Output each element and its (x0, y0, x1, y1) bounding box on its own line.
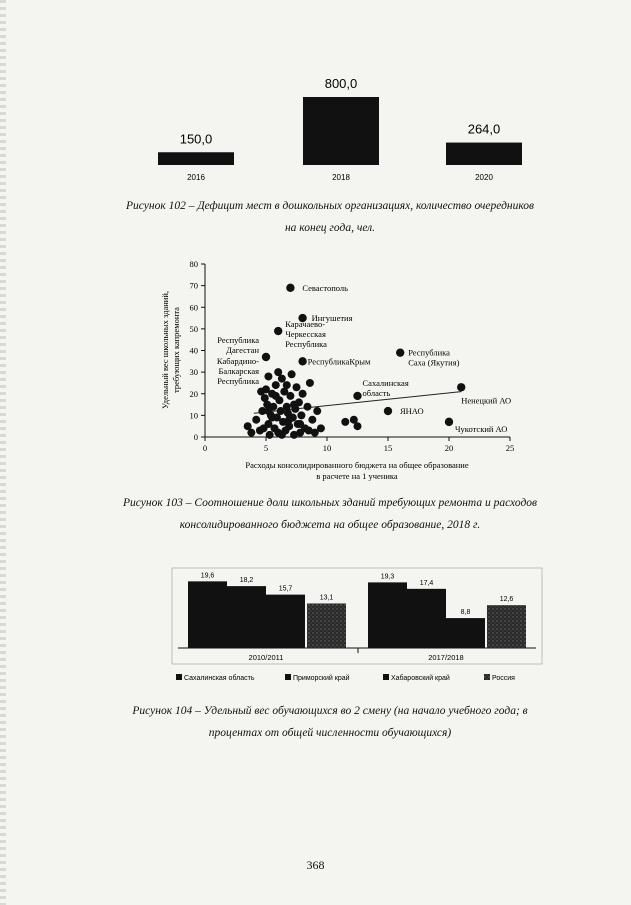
bar-value-label: 17,4 (419, 579, 434, 587)
bar-2017/2018-1 (407, 589, 446, 648)
point-label-line: ЯНАО (400, 406, 424, 417)
bar-2017/2018-0 (368, 582, 407, 648)
point-label-line: Ненецкий АО (461, 395, 512, 406)
scatter-point (299, 390, 307, 398)
point-label-line: Карачаево- (285, 319, 326, 330)
y-axis-title-line1: Удельный вес школьных зданий, (160, 290, 170, 410)
bar-value-label: 15,7 (278, 585, 293, 593)
figure-104-grouped-bar-chart (0, 560, 631, 695)
figure-104-caption (60, 700, 600, 744)
x-tick-label-0: 0 (202, 443, 208, 453)
scatter-point (290, 401, 298, 409)
legend-swatch-2 (383, 674, 389, 680)
point-label (455, 424, 507, 434)
y-tick-label-50: 50 (189, 323, 198, 334)
x-category-label-0: 2010/2011 (248, 653, 284, 662)
bar-2016 (158, 152, 234, 165)
x-tick-label-15: 15 (383, 443, 393, 453)
scatter-point-labeled (286, 284, 294, 292)
y-tick-label-0: 0 (193, 432, 198, 442)
scatter-point (247, 429, 255, 437)
scatter-point-labeled (274, 327, 282, 335)
x-category-label-1: 2017/2018 (428, 653, 464, 662)
scatter-point (297, 411, 305, 419)
scatter-point (317, 424, 325, 432)
x-tick-label-2018: 2018 (332, 173, 350, 182)
scatter-point (313, 407, 321, 415)
scatter-point-labeled (262, 353, 270, 361)
point-label (308, 356, 371, 366)
legend-swatch-0 (176, 674, 182, 680)
scatter-point (306, 379, 314, 387)
point-label (363, 378, 409, 398)
scatter-point (272, 381, 280, 389)
x-tick-label-5: 5 (263, 443, 269, 453)
bar-2020 (446, 143, 522, 165)
legend-swatch-3 (484, 674, 490, 680)
scatter-point (272, 392, 280, 400)
scatter-point (252, 416, 260, 424)
scatter-point (274, 368, 282, 376)
figure-104-caption-line1: Рисунок 104 – Удельный вес обучающихся во 2 смену (на начало учебного года; в (132, 705, 528, 717)
scatter-point (293, 383, 301, 391)
scatter-point-labeled (457, 383, 465, 391)
point-label-line: Республика (217, 334, 259, 345)
scatter-point (264, 372, 272, 380)
figure-102-caption (60, 195, 600, 239)
point-label (461, 395, 511, 405)
scatter-point-labeled (445, 418, 453, 426)
figure-102-caption-line2: на конец года, чел. (284, 222, 376, 234)
page-number: 368 (306, 858, 325, 872)
point-label-line: Республика (408, 347, 450, 358)
bar-value-label-2020: 264,0 (467, 121, 501, 137)
x-axis-title-line1: Расходы консолидированного бюджета на общее образование (245, 460, 469, 470)
y-axis-title-line2: требующих капремонта (171, 307, 181, 393)
bar-value-label: 8,8 (460, 609, 471, 617)
scatter-point-labeled (384, 407, 392, 415)
bar-value-label: 12,6 (499, 596, 514, 604)
bar-2010/2011-2 (266, 595, 305, 648)
figure-104-caption-line2: процентах от общей численности обучающихся) (208, 727, 452, 739)
point-label-line: Чукотский АО (455, 423, 508, 434)
point-label (217, 335, 259, 355)
bar-value-label: 13,1 (319, 594, 334, 602)
figure-103-caption-line2: консолидированного бюджета на общее образование, 2018 г. (179, 519, 481, 531)
scatter-point (278, 431, 286, 439)
x-tick-label-10: 10 (322, 443, 332, 453)
point-label-line: Республика (217, 376, 259, 387)
scatter-point (286, 392, 294, 400)
legend-swatch-1 (285, 674, 291, 680)
scatter-point (305, 427, 313, 435)
point-label-line: Севастополь (302, 282, 349, 293)
point-label-line: область (362, 387, 391, 398)
scatter-point (260, 424, 268, 432)
point-label (400, 406, 424, 416)
legend-label-1: Приморский край (293, 675, 350, 682)
x-tick-label-25: 25 (505, 443, 515, 453)
bar-2010/2011-0 (188, 581, 227, 648)
bar-2010/2011-1 (227, 586, 266, 648)
bar-value-label-2018: 800,0 (324, 76, 358, 91)
x-tick-label-2016: 2016 (187, 173, 205, 182)
bar-value-label-2016: 150,0 (179, 131, 213, 147)
bar-2017/2018-3 (487, 605, 526, 648)
point-label (285, 319, 327, 349)
point-label-line: Дагестан (226, 344, 259, 355)
point-label-line: Балкарская (218, 366, 259, 377)
scatter-point (341, 418, 349, 426)
y-tick-label-20: 20 (189, 388, 198, 399)
scatter-point (257, 388, 265, 396)
legend-label-0: Сахалинская область (184, 675, 255, 682)
scatter-point (266, 431, 274, 439)
bar-value-label: 19,3 (380, 573, 395, 581)
scatter-point (354, 422, 362, 430)
point-label-line: РеспубликаКрым (307, 356, 371, 367)
figure-102-bar-chart (0, 0, 631, 200)
y-tick-label-80: 80 (189, 259, 198, 269)
point-label-line: Сахалинская (362, 377, 409, 388)
y-tick-label-70: 70 (189, 280, 198, 291)
scatter-point (285, 416, 293, 424)
scatter-point-labeled (396, 348, 404, 356)
bar-value-label: 18,2 (239, 577, 254, 585)
bar-2010/2011-3 (307, 603, 346, 648)
figure-103-scatter-chart (0, 250, 631, 490)
scatter-point (283, 381, 291, 389)
y-tick-label-30: 30 (189, 367, 198, 378)
point-label-line: Ингушетия (311, 313, 353, 324)
scatter-point (308, 416, 316, 424)
scatter-point-labeled (298, 357, 306, 365)
legend-label-2: Хабаровский край (391, 675, 450, 682)
legend-label-3: Россия (492, 675, 515, 682)
x-tick-label-20: 20 (444, 443, 454, 453)
x-tick-label-2020: 2020 (475, 173, 493, 182)
figure-102-caption-line1: Рисунок 102 – Дефицит мест в дошкольных организациях, количество очередников (125, 200, 535, 212)
scatter-point-labeled (353, 392, 361, 400)
point-label-line: Черкесская (285, 329, 326, 340)
point-label-line: Республика (285, 339, 327, 350)
y-tick-label-40: 40 (189, 345, 198, 356)
scatter-point (264, 407, 272, 415)
scatter-point (296, 420, 304, 428)
bar-value-label: 19,6 (200, 572, 215, 580)
figure-103-caption-line1: Рисунок 103 – Соотношение доли школьных зданий требующих ремонта и расходов (122, 497, 538, 509)
y-tick-label-10: 10 (189, 410, 198, 421)
scatter-point (303, 403, 311, 411)
x-axis-title-line2: в расчете на 1 ученика (316, 471, 398, 481)
y-tick-label-60: 60 (189, 302, 198, 313)
point-label (302, 283, 348, 293)
scatter-point (288, 370, 296, 378)
point-label (408, 348, 459, 368)
point-label-line: Кабардино- (216, 356, 259, 367)
bar-2017/2018-2 (446, 618, 485, 648)
bar-2018 (303, 97, 379, 165)
figure-103-caption (60, 492, 600, 536)
point-label (217, 356, 259, 386)
point-label-line: Саха (Якутия) (408, 357, 460, 368)
